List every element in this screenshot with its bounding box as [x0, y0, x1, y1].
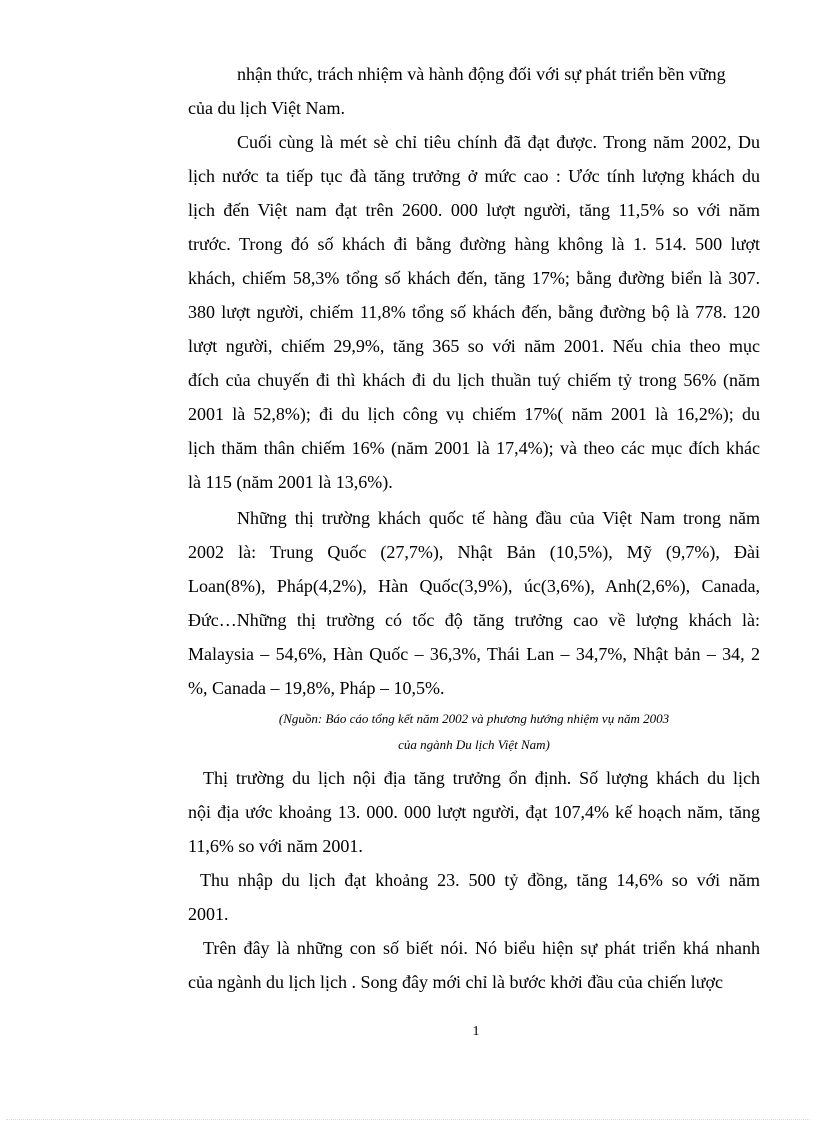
page-bottom-rule [6, 1119, 810, 1120]
text-line: 380 lượt người, chiếm 11,8% tổng số khách đến, bằng đường bộ là 778. 120 [188, 302, 760, 322]
text-line: nhận thức, trách nhiệm và hành động đối với sự phát triển bền vững [237, 64, 726, 84]
text-line: nội địa ước khoảng 13. 000. 000 lượt người, đạt 107,4% kế hoạch năm, tăng [188, 802, 760, 822]
text-line: lịch đến Việt nam đạt trên 2600. 000 lượt người, tăng 11,5% so với năm [188, 200, 760, 220]
text-line: %, Canada – 19,8%, Pháp – 10,5%. [188, 678, 445, 698]
text-line: 11,6% so với năm 2001. [188, 836, 363, 856]
page-number: 1 [472, 1024, 480, 1039]
text-line: Đức…Những thị trường có tốc độ tăng trưởng cao về lượng khách là: [188, 610, 760, 630]
text-line: Cuối cùng là mét sè chỉ tiêu chính đã đạt được. Trong năm 2002, Du [237, 132, 760, 152]
text-line: đích của chuyến đi thì khách đi du lịch thuần tuý chiếm tỷ trong 56% (năm [188, 370, 760, 390]
text-line: 2002 là: Trung Quốc (27,7%), Nhật Bản (10,5%), Mỹ (9,7%), Đài [188, 542, 760, 562]
text-line: 2001. [188, 904, 229, 924]
text-line: của ngành du lịch lịch . Song đây mới chỉ là bước khởi đầu của chiến lược [188, 972, 723, 992]
text-line: Thị trường du lịch nội địa tăng trưởng ổn định. Số lượng khách du lịch [203, 768, 760, 788]
text-line: khách, chiếm 58,3% tổng số khách đến, tăng 17%; bằng đường biển là 307. [188, 268, 760, 288]
text-line: Trên đây là những con số biết nói. Nó biểu hiện sự phát triển khá nhanh [203, 938, 760, 958]
source-citation: của ngành Du lịch Việt Nam) [398, 737, 550, 752]
text-line: Loan(8%), Pháp(4,2%), Hàn Quốc(3,9%), úc(3,6%), Anh(2,6%), Canada, [188, 576, 760, 596]
text-line: của du lịch Việt Nam. [188, 98, 346, 118]
text-line: lượt người, chiếm 29,9%, tăng 365 so với năm 2001. Nếu chia theo mục [188, 336, 760, 356]
text-line: lịch nước ta tiếp tục đà tăng trưởng ở mức cao : Ước tính lượng khách du [188, 166, 760, 186]
text-line: Malaysia – 54,6%, Hàn Quốc – 36,3%, Thái Lan – 34,7%, Nhật bản – 34, 2 [188, 644, 760, 664]
text-line: Những thị trường khách quốc tế hàng đầu của Việt Nam trong năm [237, 508, 760, 528]
text-line: trước. Trong đó số khách đi bằng đường hàng không là 1. 514. 500 lượt [188, 234, 760, 254]
text-line: là 115 (năm 2001 là 13,6%). [188, 472, 393, 492]
text-line: Thu nhập du lịch đạt khoảng 23. 500 tỷ đồng, tăng 14,6% so với năm [200, 870, 760, 890]
text-line: 2001 là 52,8%); đi du lịch công vụ chiếm 17%( năm 2001 là 16,2%); du [188, 404, 760, 424]
source-citation: (Nguồn: Báo cáo tổng kết năm 2002 và phương hướng nhiệm vụ năm 2003 [278, 711, 670, 726]
text-line: lịch thăm thân chiếm 16% (năm 2001 là 17,4%); và theo các mục đích khác [188, 438, 760, 458]
